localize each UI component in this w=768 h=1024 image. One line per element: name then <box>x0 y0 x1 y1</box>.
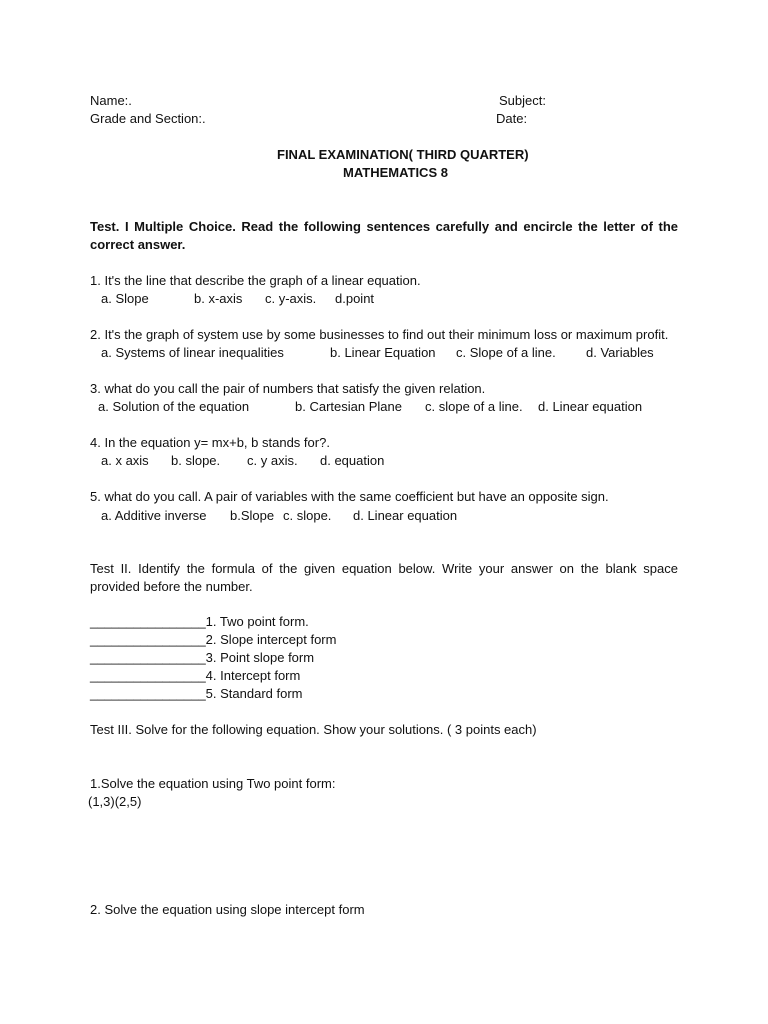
q3-option-b: b. Cartesian Plane <box>295 399 402 414</box>
subject-label: Subject: <box>499 93 546 108</box>
q3-option-c: c. slope of a line. <box>425 399 523 414</box>
q5-option-b: b.Slope <box>230 508 275 523</box>
test2-item-3: ________________3. Point slope form <box>90 650 315 665</box>
question-2: 2. It's the graph of system use by some businesses to find out their minimum loss or maximum profit. <box>90 327 669 342</box>
q2-option-a: a. Systems of linear inequalities <box>101 345 284 360</box>
question-4: 4. In the equation y= mx+b, b stands for?. <box>90 435 330 450</box>
test2-item-2: ________________2. Slope intercept form <box>90 632 337 647</box>
question-5: 5. what do you call. A pair of variables with the same coefficient but have an opposite sign. <box>90 489 609 504</box>
q2-option-b: b. Linear Equation <box>330 345 436 360</box>
q5-option-a: a. Additive inverse <box>101 508 207 523</box>
q3-option-d: d. Linear equation <box>538 399 643 414</box>
test3-item-2: 2. Solve the equation using slope intercept form <box>90 902 365 917</box>
q1-option-b: b. x-axis <box>194 291 243 306</box>
q1-option-a: a. Slope <box>101 291 149 306</box>
question-3: 3. what do you call the pair of numbers that satisfy the given relation. <box>90 381 486 396</box>
name-label: Name:. <box>90 93 132 108</box>
q1-option-c: c. y-axis. <box>265 291 317 306</box>
q3-option-a: a. Solution of the equation <box>98 399 250 414</box>
q4-option-b: b. slope. <box>171 453 221 468</box>
test2-item-4: ________________4. Intercept form <box>90 668 301 683</box>
test3-item-1-points: (1,3)(2,5) <box>88 794 142 809</box>
exam-subject-title: MATHEMATICS 8 <box>343 165 448 180</box>
test2-item-5: ________________5. Standard form <box>90 686 303 701</box>
q5-option-d: d. Linear equation <box>353 508 458 523</box>
q4-option-c: c. y axis. <box>247 453 298 468</box>
question-1: 1. It's the line that describe the graph of a linear equation. <box>90 273 421 288</box>
q4-option-a: a. x axis <box>101 453 149 468</box>
q5-option-c: c. slope. <box>283 508 332 523</box>
q2-option-c: c. Slope of a line. <box>456 345 556 360</box>
exam-title: FINAL EXAMINATION( THIRD QUARTER) <box>277 147 529 162</box>
grade-section-label: Grade and Section:. <box>90 111 206 126</box>
test3-item-1: 1.Solve the equation using Two point form: <box>90 776 336 791</box>
date-label: Date: <box>496 111 528 126</box>
q1-option-d: d.point <box>335 291 375 306</box>
test3-instructions: Test III. Solve for the following equation. Show your solutions. ( 3 points each) <box>90 722 537 737</box>
test2-instructions: Test II. Identify the formula of the given equation below. Write your answer on the blank space provided before the number. <box>90 561 678 594</box>
test2-item-1: ________________1. Two point form. <box>90 614 309 629</box>
test1-instructions: Test. I Multiple Choice. Read the following sentences carefully and encircle the letter of the correct answer. <box>90 219 678 252</box>
q4-option-d: d. equation <box>320 453 385 468</box>
q2-option-d: d. Variables <box>586 345 654 360</box>
